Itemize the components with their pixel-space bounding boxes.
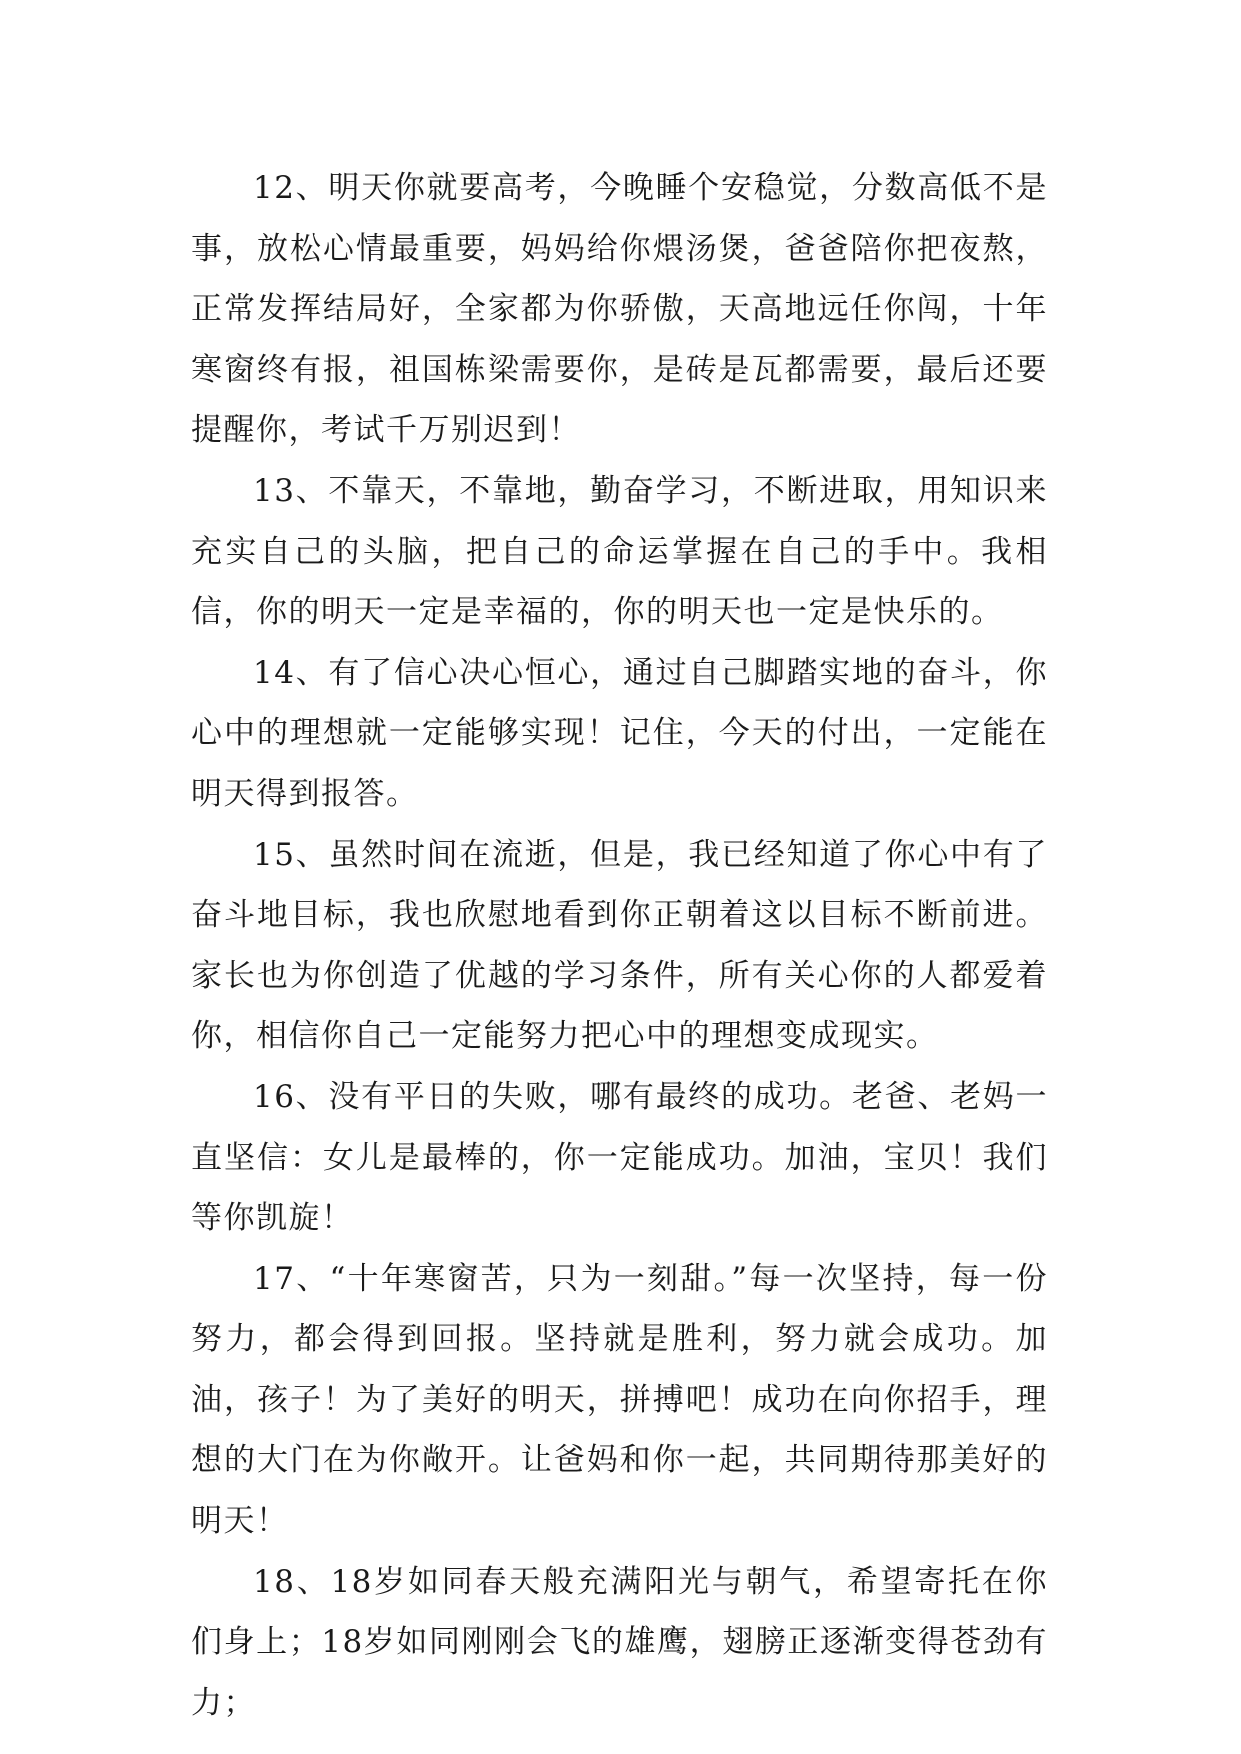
- document-body: [191, 158, 1048, 1733]
- paragraph-18: 18、18岁如同春天般充满阳光与朝气，希望寄托在你们身上；18岁如同刚刚会飞的雄鹰，翅膀正逐渐变得苍劲有力；: [191, 1563, 1048, 1721]
- paragraph-17: 17、“十年寒窗苦，只为一刻甜。”每一次坚持，每一份努力，都会得到回报。坚持就是胜利，努力就会成功。加油，孩子！为了美好的明天，拼搏吧！成功在向你招手，理想的大门在为你敞开。让爸妈和你一起，共同期待那美好的明天！: [191, 1260, 1048, 1540]
- paragraph-16: 16、没有平日的失败，哪有最终的成功。老爸、老妈一直坚信：女儿是最棒的，你一定能成功。加油，宝贝！我们等你凯旋！: [191, 1078, 1048, 1237]
- paragraph-13: 13、不靠天，不靠地，勤奋学习，不断进取，用知识来充实自己的头脑，把自己的命运掌握在自己的手中。我相信，你的明天一定是幸福的，你的明天也一定是快乐的。: [191, 472, 1048, 631]
- paragraph-12: 12、明天你就要高考，今晚睡个安稳觉，分数高低不是事，放松心情最重要，妈妈给你煨汤煲，爸爸陪你把夜熬，正常发挥结局好，全家都为你骄傲，天高地远任你闯，十年寒窗终有报，祖国栋梁需要你，是砖是瓦都需要，最后还要提醒你，考试千万别迟到！: [191, 170, 1048, 449]
- paragraph-14: 14、有了信心决心恒心，通过自己脚踏实地的奋斗，你心中的理想就一定能够实现！记住，今天的付出，一定能在明天得到报答。: [191, 654, 1048, 812]
- paragraph-15: 15、虽然时间在流逝，但是，我已经知道了你心中有了奋斗地目标，我也欣慰地看到你正朝着这以目标不断前进。家长也为你创造了优越的学习条件，所有关心你的人都爱着你，相信你自己一定能努力把心中的理想变成现实。: [191, 836, 1048, 1055]
